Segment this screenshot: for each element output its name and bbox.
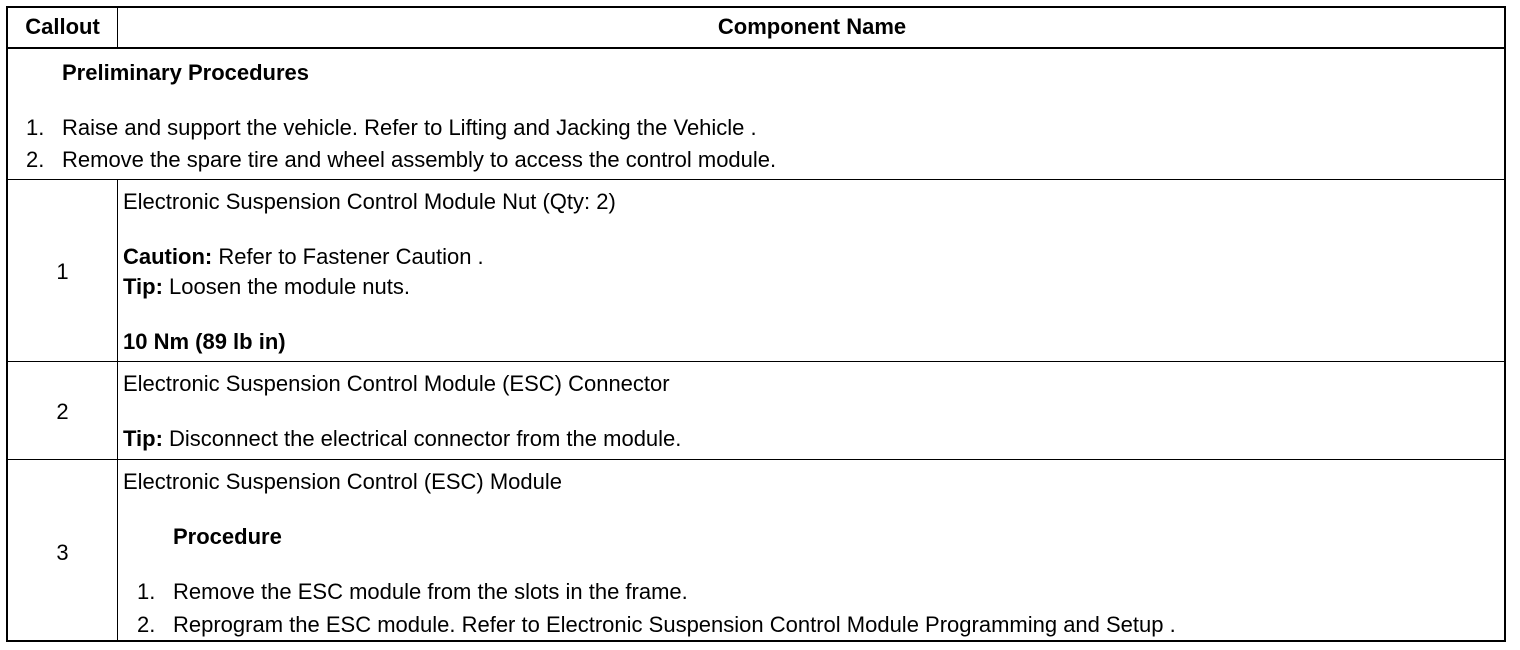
header-callout: Callout [25, 14, 100, 39]
header-divider [8, 47, 1504, 49]
row-divider [8, 179, 1504, 180]
procedure-step-1-number: 1. [137, 579, 156, 604]
tip-note-1 [123, 274, 410, 300]
preliminary-step-1-number: 1. [26, 115, 45, 140]
procedure-step-1-text: Remove the ESC module from the slots in the frame. [173, 579, 688, 604]
caution-text: Refer to Fastener Caution . [212, 244, 484, 269]
header-component-name: Component Name [717, 14, 907, 39]
row-divider [8, 361, 1504, 362]
procedure-step-2-number: 2. [137, 612, 156, 637]
torque-spec: 10 Nm (89 lb in) [123, 329, 286, 354]
tip-text: Disconnect the electrical connector from the module. [162, 426, 682, 451]
caution-label: Caution: [123, 244, 213, 269]
tip-label: Tip: [123, 426, 163, 451]
preliminary-title: Preliminary Procedures [62, 60, 310, 85]
callout-1: 1 [56, 259, 69, 284]
procedure-title: Procedure [173, 524, 282, 549]
tip-text: Loosen the module nuts. [162, 274, 410, 299]
preliminary-step-2-number: 2. [26, 147, 45, 172]
component-name-2: Electronic Suspension Control Module (ESC) Connector [123, 371, 670, 396]
caution-note [123, 244, 484, 270]
component-name-1: Electronic Suspension Control Module Nut (Qty: 2) [123, 189, 616, 214]
preliminary-step-2-text: Remove the spare tire and wheel assembly to access the control module. [62, 147, 777, 172]
column-divider [117, 179, 118, 642]
callout-3: 3 [56, 540, 69, 565]
preliminary-step-1-text: Raise and support the vehicle. Refer to Lifting and Jacking the Vehicle . [62, 115, 757, 140]
row-divider [8, 459, 1504, 460]
component-table [6, 6, 1506, 642]
component-name-3: Electronic Suspension Control (ESC) Module [123, 469, 562, 494]
callout-2: 2 [56, 399, 69, 424]
procedure-step-2-text: Reprogram the ESC module. Refer to Electronic Suspension Control Module Programming and Setup . [173, 612, 1176, 637]
tip-note-2 [123, 426, 681, 452]
tip-label: Tip: [123, 274, 163, 299]
